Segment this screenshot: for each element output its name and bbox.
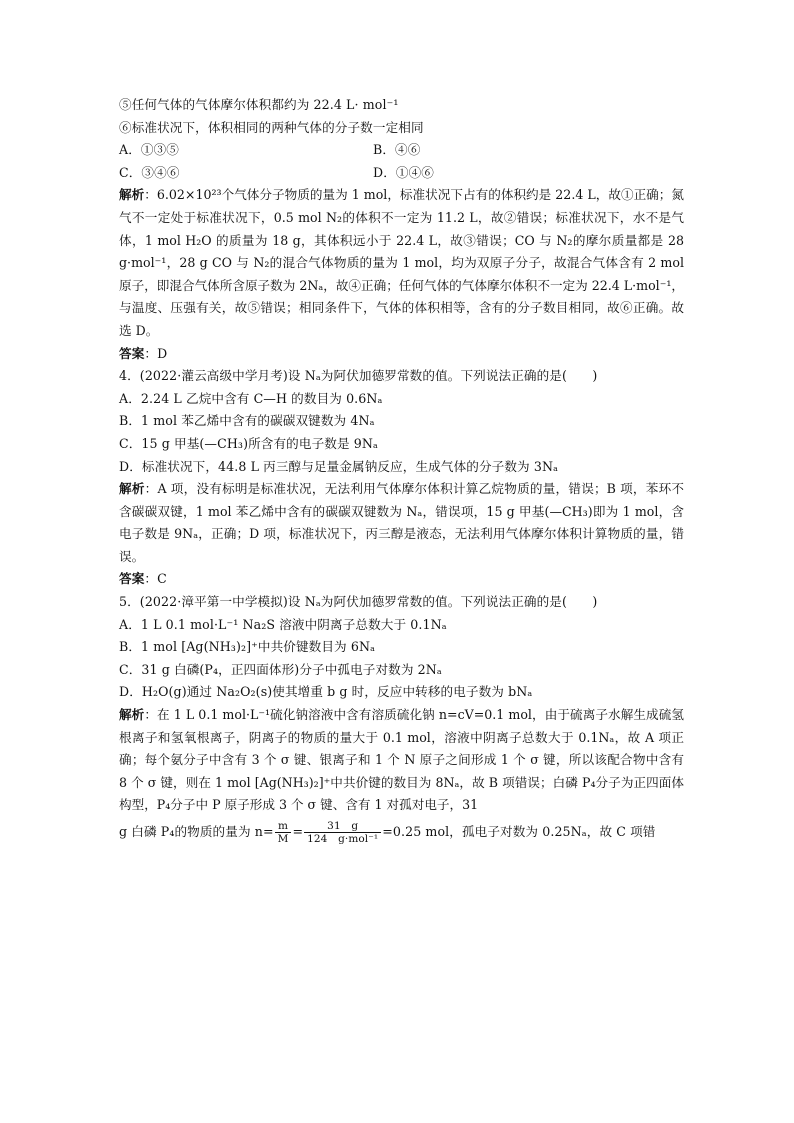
q5-analysis [119, 704, 684, 817]
q5-option-d: D．H₂O(g)通过 Na₂O₂(s)使其增重 b g 时，反应中转移的电子数为 bNₐ [119, 684, 533, 700]
formula-post: =0.25 mol，孤电子对数为 0.25Nₐ，故 C 项错 [382, 824, 656, 839]
q4-answer [119, 568, 684, 591]
answer-label: 答案 [119, 345, 145, 361]
q4-answer-text: ：C [144, 571, 167, 587]
option-d: D．①④⑥ [373, 164, 434, 180]
option-b: B．④⑥ [373, 142, 421, 158]
fraction-numerator: 31 g [304, 820, 381, 833]
analysis-text: ：6.02×10²³个气体分子物质的量为 1 mol，标准状况下占有的体积约是 22.4 L，故①正确；氮气不一定处于标准状况下，0.5 mol N₂的体积不一定为 11.2 L，故②错误；标准状况下，水不是气体，1 mol H₂O 的质量为 18 g，其体积远小于 22.4 L，故③错误；CO 与 N₂的摩尔质量都是 28 g·mol⁻¹，28 g CO 与 N₂的混合气体物质的量为 1 mol，均为双原子分子，故混合气体含有 2 mol 原子，即混合气体所含原子数为 2Nₐ，故④正确；任何气体的气体摩尔体积不一定为 22.4 L·mol⁻¹，与温度、压强有关，故⑤错误；相同条件下，气体的体积相等，含有的分子数目相同，故⑥正确。故选 D。 [119, 187, 685, 338]
options-row-ab [119, 139, 684, 162]
fraction-m-over-M [275, 820, 292, 845]
answer-text: ：D [144, 345, 168, 361]
options-row-cd [119, 162, 684, 185]
q4-answer-label: 答案 [119, 571, 145, 587]
q5-analysis-formula-line [119, 820, 684, 843]
fraction-mass-over-molar-mass [304, 820, 381, 845]
analysis-prev [119, 184, 684, 342]
q5-stem: 5．(2022·漳平第一中学模拟)设 Nₐ为阿伏加德罗常数的值。下列说法正确的是( ) [119, 594, 598, 610]
option-a: A．①③⑤ [119, 142, 179, 158]
q4-stem: 4．(2022·灌云高级中学月考)设 Nₐ为阿伏加德罗常数的值。下列说法正确的是( ) [119, 368, 598, 384]
q4-option-d: D．标准状况下，44.8 L 丙三醇与足量金属钠反应，生成气体的分子数为 3Nₐ [119, 458, 559, 474]
equals-sign: = [292, 824, 304, 839]
answer-prev [119, 343, 684, 366]
analysis-label: 解析 [119, 187, 145, 203]
fraction-denominator: 124 g·mol⁻¹ [307, 833, 379, 845]
option-c: C．③④⑥ [119, 164, 180, 180]
statement-6: ⑥标准状况下，体积相同的两种气体的分子数一定相同 [119, 119, 424, 135]
q4-analysis-label: 解析 [119, 481, 145, 497]
formula-pre: g 白磷 P₄的物质的量为 n= [119, 824, 274, 839]
fraction-denominator: M [277, 833, 289, 845]
q4-option-b: B．1 mol 苯乙烯中含有的碳碳双键数为 4Nₐ [119, 413, 375, 429]
fraction-numerator: m [275, 820, 292, 833]
document-page [119, 94, 684, 843]
q5-analysis-label: 解析 [119, 707, 145, 723]
statement-5: ⑤任何气体的气体摩尔体积都约为 22.4 L· mol⁻¹ [119, 97, 399, 112]
q5-option-a: A．1 L 0.1 mol·L⁻¹ Na₂S 溶液中阴离子总数大于 0.1Nₐ [119, 616, 447, 632]
q4-analysis-text: ：A 项，没有标明是标准状况，无法利用气体摩尔体积计算乙烷物质的量，错误；B 项，苯环不含碳碳双键，1 mol 苯乙烯中含有的碳碳双键数为 Nₐ，错误项，15 g 甲基(—CH₃)即为 1 mol，含电子数是 9Nₐ，正确；D 项，标准状况下，丙三醇是液态，无法利用气体摩尔体积计算物质的量，错误。 [119, 481, 685, 564]
q4-analysis [119, 478, 684, 568]
q5-analysis-text: ：在 1 L 0.1 mol·L⁻¹硫化钠溶液中含有溶质硫化钠 n=cV=0.1 mol，由于硫离子水解生成硫氢根离子和氢氧根离子，阴离子的物质的量大于 0.1 mol，溶液中阴离子总数大于 0.1Nₐ，故 A 项正确；每个氨分子中含有 3 个 σ 键、银离子和 1 个 N 原子之间形成 1 个 σ 键，所以该配合物中含有 8 个 σ 键，则在 1 mol [Ag(NH₃)₂]⁺中共价键的数目为 8Nₐ，故 B 项错误；白磷 P₄分子为正四面体构型，P₄分子中 P 原子形成 3 个 σ 键、含有 1 对孤对电子，31 [119, 707, 684, 813]
q5-option-b: B．1 mol [Ag(NH₃)₂]⁺中共价键数目为 6Nₐ [119, 639, 376, 655]
q4-option-a: A．2.24 L 乙烷中含有 C—H 的数目为 0.6Nₐ [119, 390, 383, 406]
q4-option-c: C．15 g 甲基(—CH₃)所含有的电子数是 9Nₐ [119, 435, 378, 451]
q5-option-c: C．31 g 白磷(P₄，正四面体形)分子中孤电子对数为 2Nₐ [119, 661, 442, 677]
